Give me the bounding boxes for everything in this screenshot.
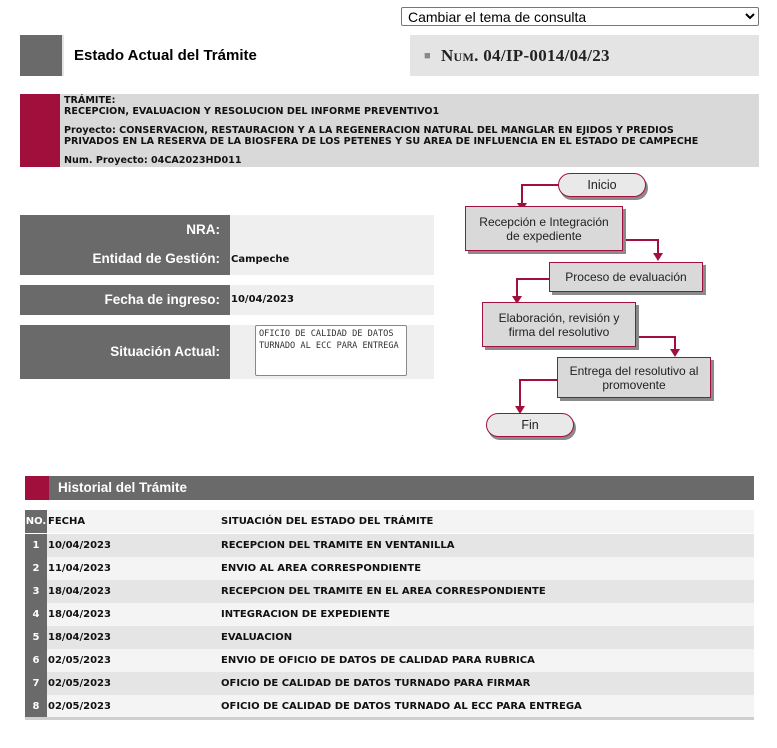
table-row — [25, 603, 754, 626]
row-fecha: 02/05/2023 — [48, 701, 111, 712]
nra-label: NRA: — [186, 222, 220, 237]
table-row — [25, 649, 754, 672]
col-situacion-header: SITUACIÓN DEL ESTADO DEL TRÁMITE — [221, 516, 434, 527]
row-fecha: 11/04/2023 — [48, 563, 111, 574]
table-row — [25, 557, 754, 580]
row-no: 6 — [25, 649, 47, 672]
arrowhead-icon — [670, 349, 680, 357]
col-no-header: NO. — [25, 510, 47, 533]
entidad-label: Entidad de Gestión: — [92, 251, 220, 266]
theme-select[interactable] — [401, 7, 759, 26]
row-no: 2 — [25, 557, 47, 580]
row-situacion: OFICIO DE CALIDAD DE DATOS TURNADO AL ECC PARA ENTREGA — [221, 701, 582, 712]
table-row — [25, 580, 754, 603]
flow-elaboracion: Elaboración, revisión y firma del resolutivo — [482, 302, 636, 347]
tramite-info-text — [64, 96, 754, 167]
row-no: 4 — [25, 603, 47, 626]
row-no: 3 — [25, 580, 47, 603]
square-bullet-icon: ■ — [424, 50, 431, 62]
connector-proceso-elaboracion — [517, 279, 550, 298]
historial-bottom-border — [25, 717, 754, 720]
flow-inicio: Inicio — [558, 173, 646, 197]
col-fecha-header: FECHA — [48, 516, 86, 527]
tramite-number — [424, 35, 610, 76]
table-row — [25, 695, 754, 718]
flow-recepcion: Recepción e Integración de expediente — [465, 206, 623, 251]
row-fecha: 02/05/2023 — [48, 655, 111, 666]
tramite-value: RECEPCION, EVALUACION Y RESOLUCION DEL INFORME PREVENTIVO1 — [64, 105, 440, 117]
row-fecha: 18/04/2023 — [48, 586, 111, 597]
tramite-number-text: Num. 04/IP-0014/04/23 — [440, 46, 610, 65]
situacion-textarea[interactable] — [255, 325, 407, 376]
arrowhead-icon — [653, 253, 663, 261]
connector-elaboracion-entrega — [637, 337, 675, 351]
connector-inicio-recepcion — [522, 185, 560, 205]
row-no: 1 — [25, 534, 47, 557]
table-row — [25, 672, 754, 695]
fecha-label: Fecha de ingreso: — [20, 285, 230, 315]
row-fecha: 18/04/2023 — [48, 609, 111, 620]
table-row — [25, 534, 754, 557]
row-situacion: RECEPCION DEL TRAMITE EN VENTANILLA — [221, 540, 455, 551]
row-situacion: INTEGRACION DE EXPEDIENTE — [221, 609, 390, 620]
page-title: Estado Actual del Trámite — [64, 35, 410, 76]
row-no: 5 — [25, 626, 47, 649]
connector-entrega-fin — [520, 380, 558, 408]
fecha-value: 10/04/2023 — [231, 294, 294, 305]
row-situacion: ENVIO DE OFICIO DE DATOS DE CALIDAD PARA RUBRICA — [221, 655, 535, 666]
row-fecha: 18/04/2023 — [48, 632, 111, 643]
row-fecha: 02/05/2023 — [48, 678, 111, 689]
flow-proceso: Proceso de evaluación — [549, 262, 703, 292]
tramite-label: TRÁMITE: — [64, 95, 116, 106]
entidad-value: Campeche — [231, 254, 290, 265]
flow-fin: Fin — [486, 413, 574, 437]
row-fecha: 10/04/2023 — [48, 540, 111, 551]
header-accent-block — [20, 35, 62, 76]
row-situacion: OFICIO DE CALIDAD DE DATOS TURNADO PARA FIRMAR — [221, 678, 531, 689]
flow-entrega: Entrega del resolutivo al promovente — [557, 357, 711, 398]
table-row — [25, 626, 754, 649]
row-situacion: RECEPCION DEL TRAMITE EN EL AREA CORRESPONDIENTE — [221, 586, 546, 597]
row-situacion: EVALUACION — [221, 632, 293, 643]
situacion-label: Situación Actual: — [20, 325, 230, 379]
proyecto-line-2: PRIVADOS EN LA RESERVA DE LA BIOSFERA DE LOS PETENES Y SU AREA DE INFLUENCIA EN EL ESTADO DE CAMPECHE — [64, 135, 699, 147]
tramite-info-accent — [20, 94, 60, 167]
historial-title: Historial del Trámite — [58, 480, 188, 495]
num-proyecto: Num. Proyecto: 04CA2023HD011 — [64, 155, 242, 166]
connector-recepcion-proceso — [623, 240, 658, 255]
historial-table-header — [25, 510, 754, 533]
row-situacion: ENVIO AL AREA CORRESPONDIENTE — [221, 563, 422, 574]
row-no: 8 — [25, 695, 47, 718]
historial-accent — [25, 476, 49, 500]
proyecto-line-1: Proyecto: CONSERVACION, RESTAURACION Y A LA REGENERACION NATURAL DEL MANGLAR EN EJIDOS Y PREDIOS — [64, 125, 674, 136]
row-no: 7 — [25, 672, 47, 695]
